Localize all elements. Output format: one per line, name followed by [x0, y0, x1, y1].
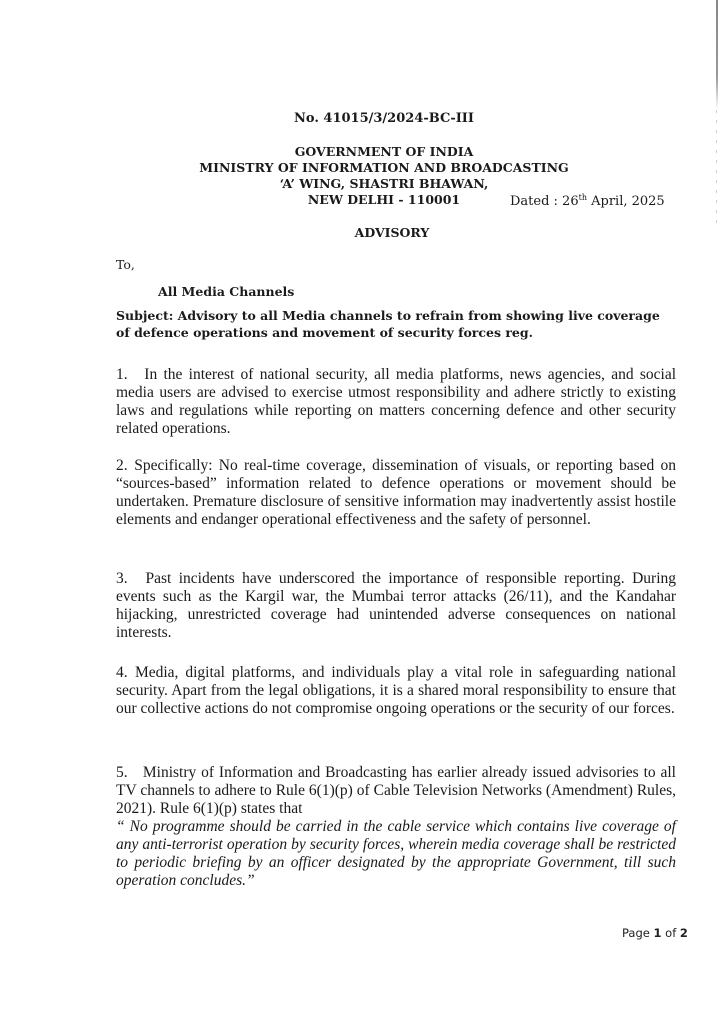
paragraph-1 [116, 366, 676, 438]
paragraph-text: In the interest of national security, all media platforms, news agencies, and social media users are advised to exercise utmost responsibility and adhere strictly to existing laws and regulations while reporting on matters concerning defence and other security related operations. [116, 366, 677, 437]
paragraph-2 [116, 457, 676, 529]
rule-quotation: “ No programme should be carried in the cable service which contains live coverage of any anti-terrorist operation by security forces, wherein media coverage shall be restricted to periodic briefing by an officer designated by the appropriate Government, till such operation concludes.” [116, 818, 676, 889]
document-title: ADVISORY [354, 225, 430, 240]
paragraph-text: Specifically: No real-time coverage, dissemination of visuals, or reporting based on “sources-based” information related to defence operations or movement should be undertaken. Premature disclosure of sensitive information may inadvertently assist hostile elements and endanger operational effectiveness and the safety of personnel. [116, 457, 676, 528]
letterhead-line-government: GOVERNMENT OF INDIA [294, 144, 474, 159]
letterhead-line-wing: ‘A’ WING, SHASTRI BHAWAN, [279, 176, 489, 191]
date-rest: April, 2025 [586, 194, 665, 209]
paragraph-text: Ministry of Information and Broadcasting has earlier already issued advisories to all TV channels to adhere to Rule 6(1)(p) of Cable Television Networks (Amendment) Rules, 2021). Rule 6(1)(p) states that [116, 764, 676, 817]
letterhead-line-ministry: MINISTRY OF INFORMATION AND BROADCASTING [199, 160, 569, 175]
paragraph-5 [116, 764, 676, 890]
paragraph-4 [116, 664, 676, 718]
paragraph-text: Past incidents have underscored the importance of responsible reporting. During events such as the Kargil war, the Mumbai terror attacks (26/11), and the Kandahar hijacking, unrestricted coverage had unintended adverse consequences on national interests. [116, 570, 677, 641]
paragraph-3 [116, 570, 676, 642]
paragraph-number: 1. [116, 366, 128, 383]
total-pages: 2 [679, 926, 688, 940]
paragraph-number: 3. [116, 570, 128, 587]
date-line [510, 193, 665, 209]
page-number [622, 926, 688, 940]
paragraph-text: Media, digital platforms, and individuals play a vital role in safeguarding national security. Apart from the legal obligations, it is a shared moral responsibility to ensure that our collective actions do not compromise ongoing operations or the security of our forces. [116, 664, 677, 717]
letterhead-line-city: NEW DELHI - 110001 [307, 192, 461, 207]
paragraph-number: 4. [116, 664, 128, 681]
page-edge-shadow [716, 0, 718, 110]
current-page: 1 [653, 926, 662, 940]
date-label: Dated : 26 [510, 194, 579, 209]
file-number: No. 41015/3/2024-BC-III [294, 111, 474, 126]
paragraph-number: 2. [116, 457, 128, 474]
recipient: All Media Channels [158, 284, 295, 299]
salutation: To, [116, 257, 135, 272]
subject-line: Subject: Advisory to all Media channels to refrain from showing live coverage of defence operations and movement of security forces reg. [116, 308, 660, 340]
date-ordinal: th [578, 193, 587, 202]
paragraph-number: 5. [116, 764, 128, 781]
of-label: of [665, 926, 677, 940]
page-label: Page [622, 926, 650, 940]
